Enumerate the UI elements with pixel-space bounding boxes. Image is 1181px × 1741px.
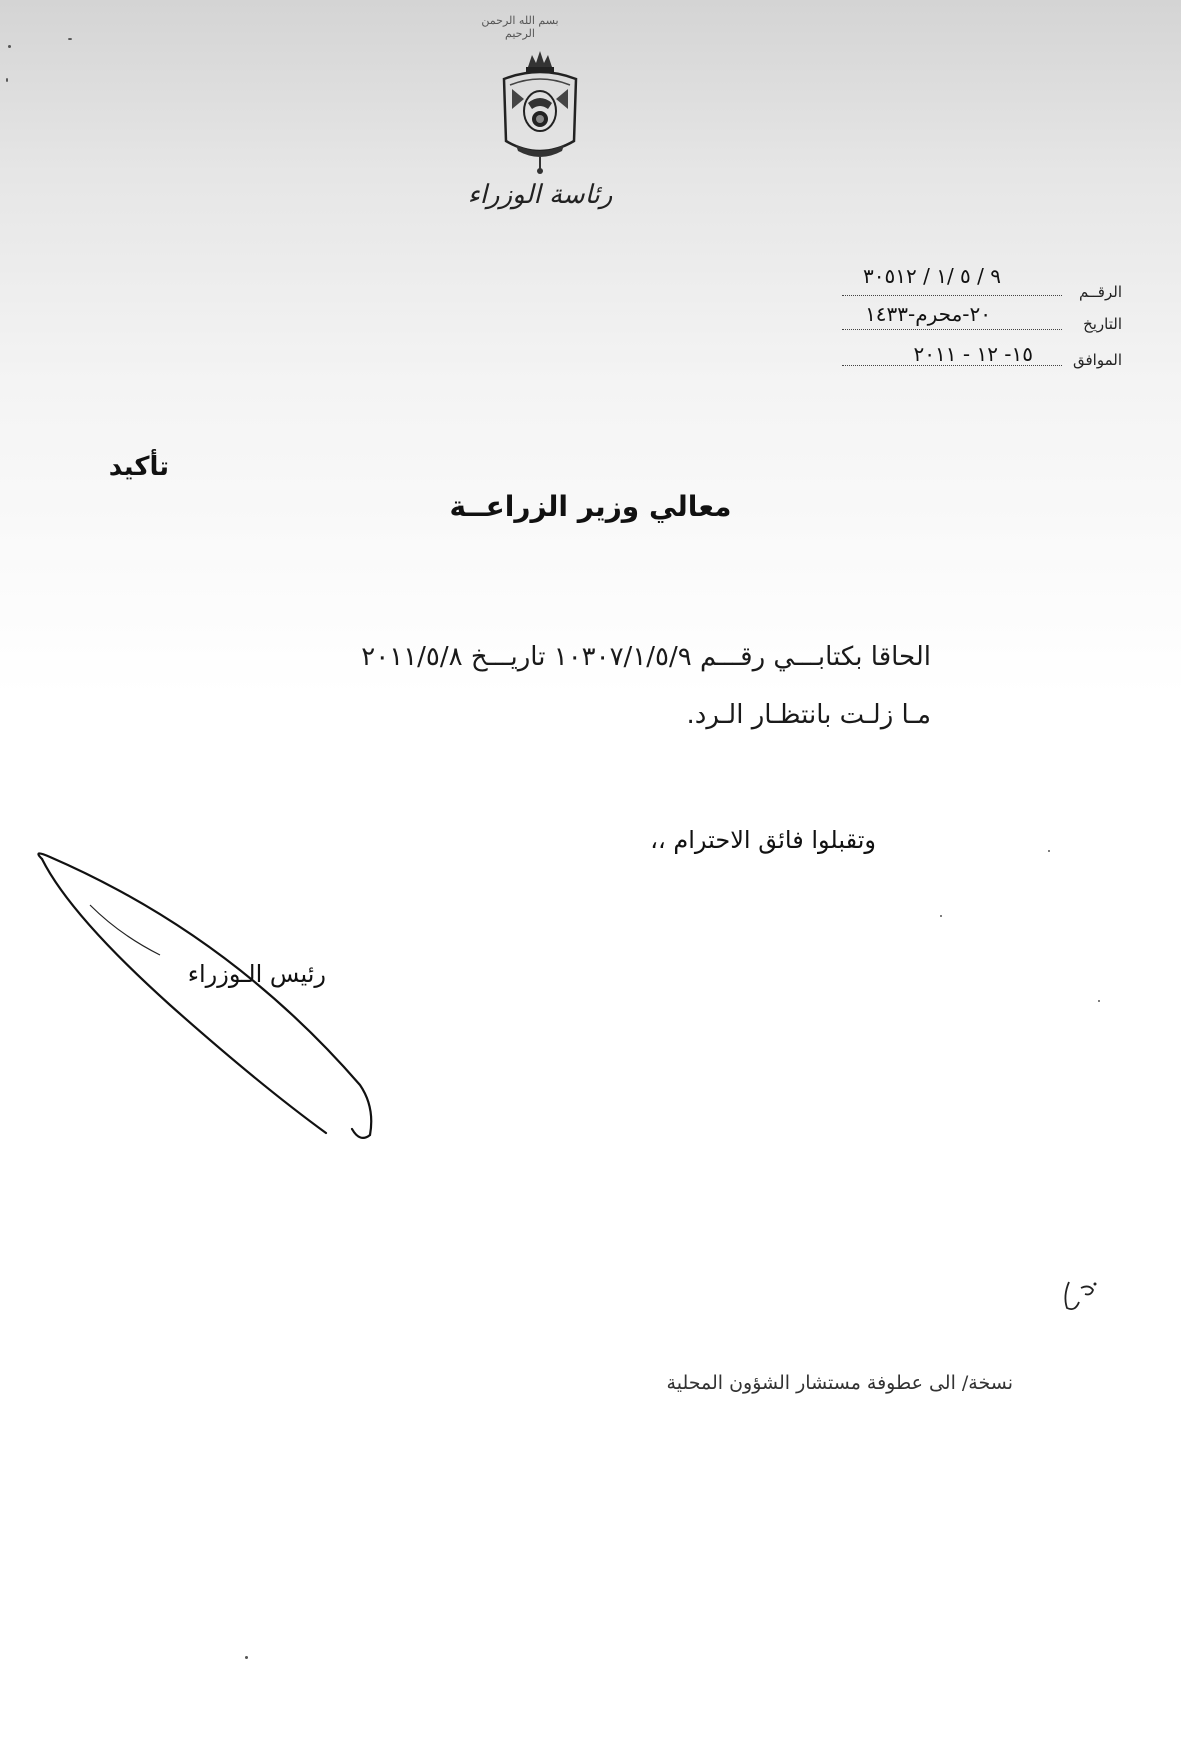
reference-number-value: ٩ / ٥ /١ / ٣٠٥١٢: [863, 264, 1001, 288]
scan-speck: [6, 78, 8, 82]
signatory-title: رئيس الـوزراء: [187, 960, 326, 988]
scan-speck: [245, 1656, 248, 1659]
office-name-logotype: رئاسة الوزراء: [467, 180, 613, 210]
scan-speck: [68, 38, 72, 40]
body-line-1: الحاقا بكتابـــي رقـــم ١٠٣٠٧/١/٥/٩ تاريـــخ ٢٠١١/٥/٨: [361, 642, 931, 672]
equivalent-date-label: الموافق: [1072, 351, 1122, 369]
gregorian-date-value: ١٥- ١٢ - ٢٠١١: [913, 342, 1033, 366]
scan-speck: [1048, 850, 1050, 852]
scan-speck: [8, 45, 11, 48]
reference-number-dotted-line: [842, 294, 1062, 296]
handwritten-signature: [30, 845, 410, 1145]
handwritten-initial-mark: [1055, 1272, 1105, 1322]
scan-speck: [1098, 1000, 1100, 1002]
addressee: معالي وزير الزراعــة: [449, 490, 732, 523]
date-label: التاريخ: [1083, 315, 1122, 333]
hijri-date-value: ٢٠-محرم-١٤٣٣: [865, 302, 991, 326]
date-dotted-line: [842, 328, 1062, 330]
jordan-coat-of-arms-icon: [490, 45, 590, 175]
scan-speck: [940, 915, 942, 917]
reference-number-label: الرقــم: [1079, 283, 1122, 301]
basmala: بسم الله الرحمن الرحيم: [481, 14, 559, 40]
emphasis-label: تأكيد: [108, 452, 169, 482]
body-line-2: مـا زلـت بانتظـار الـرد.: [686, 700, 931, 730]
closing-salutation: وتقبلوا فائق الاحترام ،،: [650, 826, 876, 854]
copy-distribution-note: نسخة/ الى عطوفة مستشار الشؤون المحلية: [666, 1372, 1013, 1394]
